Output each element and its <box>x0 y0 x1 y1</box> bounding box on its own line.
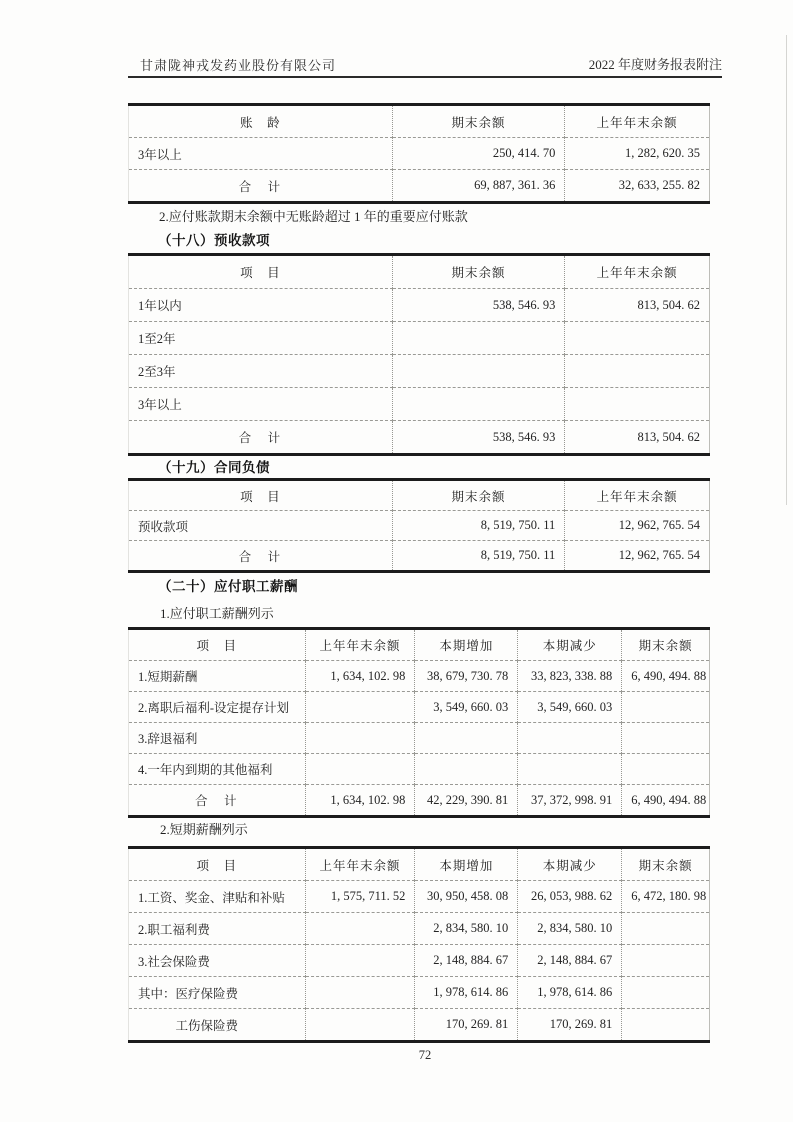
table-row <box>129 355 710 388</box>
value-cell: 538, 546. 93 <box>392 289 565 322</box>
value-cell: 170, 269. 81 <box>518 1009 622 1042</box>
column-header: 本期增加 <box>415 629 518 661</box>
row-label: 合 计 <box>129 541 393 572</box>
value-cell: 8, 519, 750. 11 <box>392 511 565 541</box>
column-header: 项 目 <box>196 639 238 653</box>
payroll-payable-table <box>128 627 710 818</box>
row-label: 预收款项 <box>129 511 393 541</box>
table-row <box>129 692 710 723</box>
header-rule <box>128 76 722 78</box>
row-label: 2.离职后福利-设定提存计划 <box>129 692 306 723</box>
value-cell: 1, 634, 102. 98 <box>305 661 415 692</box>
table-row <box>129 1009 710 1042</box>
value-cell <box>305 945 415 977</box>
row-label: 1.短期薪酬 <box>129 661 306 692</box>
column-header: 本期减少 <box>518 629 622 661</box>
row-label: 3.社会保险费 <box>129 945 306 977</box>
column-header: 期末余额 <box>392 255 565 289</box>
value-cell: 33, 823, 338. 88 <box>518 661 622 692</box>
value-cell: 12, 962, 765. 54 <box>565 541 710 572</box>
table-row <box>129 170 710 203</box>
value-cell: 2, 834, 580. 10 <box>415 913 518 945</box>
value-cell <box>518 723 622 754</box>
table-header-row <box>129 105 710 138</box>
row-label: 3.辞退福利 <box>129 723 306 754</box>
value-cell: 26, 053, 988. 62 <box>518 881 622 913</box>
contract-liabilities-table <box>128 478 710 573</box>
column-header: 上年年末余额 <box>305 848 415 881</box>
row-label: 4.一年内到期的其他福利 <box>129 754 306 785</box>
table-row <box>129 138 710 170</box>
table-row <box>129 388 710 421</box>
value-cell <box>622 723 710 754</box>
value-cell: 250, 414. 70 <box>392 138 565 170</box>
table-row <box>129 754 710 785</box>
table-row <box>129 541 710 572</box>
value-cell <box>622 1009 710 1042</box>
row-label: 1至2年 <box>129 322 393 355</box>
value-cell <box>305 754 415 785</box>
section-title-18: （十八）预收款项 <box>158 233 270 248</box>
column-header: 本期增加 <box>415 848 518 881</box>
column-header: 期末余额 <box>392 480 565 511</box>
value-cell: 6, 490, 494. 88 <box>622 785 710 817</box>
value-cell <box>305 723 415 754</box>
table-row <box>129 661 710 692</box>
scan-artifact-line <box>786 35 787 505</box>
value-cell: 1, 978, 614. 86 <box>518 977 622 1009</box>
column-header: 项 目 <box>196 858 238 873</box>
value-cell <box>305 977 415 1009</box>
short-term-compensation-table <box>128 846 710 1043</box>
row-label: 合 计 <box>129 170 393 203</box>
table-row <box>129 289 710 322</box>
column-header: 上年年末余额 <box>565 105 710 138</box>
value-cell: 69, 887, 361. 36 <box>392 170 565 203</box>
column-header: 上年年末余额 <box>305 629 415 661</box>
column-header: 上年年末余额 <box>565 480 710 511</box>
value-cell: 3, 549, 660. 03 <box>518 692 622 723</box>
row-label: 合 计 <box>129 421 393 455</box>
table-row <box>129 945 710 977</box>
doc-title: 2022 年度财务报表附注 <box>588 57 722 72</box>
row-label: 其中：医疗保险费 <box>129 977 306 1009</box>
value-cell <box>622 692 710 723</box>
table-row <box>129 977 710 1009</box>
value-cell <box>392 322 565 355</box>
value-cell <box>622 945 710 977</box>
value-cell: 1, 634, 102. 98 <box>305 785 415 817</box>
value-cell <box>565 322 710 355</box>
value-cell <box>392 388 565 421</box>
value-cell <box>622 977 710 1009</box>
column-header: 项 目 <box>240 489 281 504</box>
row-label: 2至3年 <box>129 355 393 388</box>
value-cell <box>622 754 710 785</box>
value-cell <box>415 723 518 754</box>
column-header: 期末余额 <box>392 105 565 138</box>
table-row <box>129 322 710 355</box>
subtitle-short-term-list: 2.短期薪酬列示 <box>160 822 248 837</box>
value-cell: 42, 229, 390. 81 <box>415 785 518 817</box>
value-cell: 12, 962, 765. 54 <box>565 511 710 541</box>
value-cell: 6, 490, 494. 88 <box>622 661 710 692</box>
remark-text: 2.应付账款期末余额中无账龄超过 1 年的重要应付账款 <box>159 209 468 224</box>
row-label: 1年以内 <box>129 289 393 322</box>
value-cell: 2, 834, 580. 10 <box>518 913 622 945</box>
value-cell <box>622 913 710 945</box>
row-label: 3年以上 <box>129 138 393 170</box>
column-header: 账 龄 <box>240 115 281 130</box>
table-header-row <box>129 480 710 511</box>
value-cell <box>565 355 710 388</box>
company-name: 甘肃陇神戎发药业股份有限公司 <box>140 58 337 73</box>
value-cell: 6, 472, 180. 98 <box>622 881 710 913</box>
column-header: 期末余额 <box>622 629 710 661</box>
advances-received-table <box>128 253 710 456</box>
row-label: 3年以上 <box>129 388 393 421</box>
subtitle-payroll-list: 1.应付职工薪酬列示 <box>160 606 274 621</box>
row-label: 合 计 <box>129 785 306 817</box>
row-label: 2.职工福利费 <box>129 913 306 945</box>
value-cell: 30, 950, 458. 08 <box>415 881 518 913</box>
value-cell <box>518 754 622 785</box>
section-title-20: （二十）应付职工薪酬 <box>158 579 298 594</box>
value-cell: 1, 978, 614. 86 <box>415 977 518 1009</box>
value-cell <box>305 1009 415 1042</box>
value-cell: 8, 519, 750. 11 <box>392 541 565 572</box>
table-row <box>129 421 710 455</box>
table-header-row <box>129 848 710 881</box>
value-cell <box>392 355 565 388</box>
value-cell: 538, 546. 93 <box>392 421 565 455</box>
value-cell: 38, 679, 730. 78 <box>415 661 518 692</box>
column-header: 期末余额 <box>622 848 710 881</box>
value-cell: 813, 504. 62 <box>565 421 710 455</box>
value-cell: 37, 372, 998. 91 <box>518 785 622 817</box>
table-row <box>129 785 710 817</box>
row-label: 工伤保险费 <box>129 1009 306 1042</box>
value-cell: 2, 148, 884. 67 <box>518 945 622 977</box>
value-cell <box>415 754 518 785</box>
table-header-row <box>129 629 710 661</box>
column-header: 上年年末余额 <box>565 255 710 289</box>
row-label: 1.工资、奖金、津贴和补贴 <box>129 881 306 913</box>
column-header: 本期减少 <box>518 848 622 881</box>
value-cell: 1, 575, 711. 52 <box>305 881 415 913</box>
value-cell: 813, 504. 62 <box>565 289 710 322</box>
value-cell: 1, 282, 620. 35 <box>565 138 710 170</box>
table-row <box>129 723 710 754</box>
value-cell: 170, 269. 81 <box>415 1009 518 1042</box>
table-header-row <box>129 255 710 289</box>
section-title-19: （十九）合同负债 <box>158 460 270 475</box>
value-cell <box>305 913 415 945</box>
aging-table <box>128 103 710 204</box>
value-cell <box>565 388 710 421</box>
table-row <box>129 511 710 541</box>
table-row <box>129 881 710 913</box>
value-cell: 2, 148, 884. 67 <box>415 945 518 977</box>
value-cell <box>305 692 415 723</box>
column-header: 项 目 <box>240 266 281 280</box>
value-cell: 3, 549, 660. 03 <box>415 692 518 723</box>
table-row <box>129 913 710 945</box>
value-cell: 32, 633, 255. 82 <box>565 170 710 203</box>
page-number: 72 <box>418 1048 432 1062</box>
